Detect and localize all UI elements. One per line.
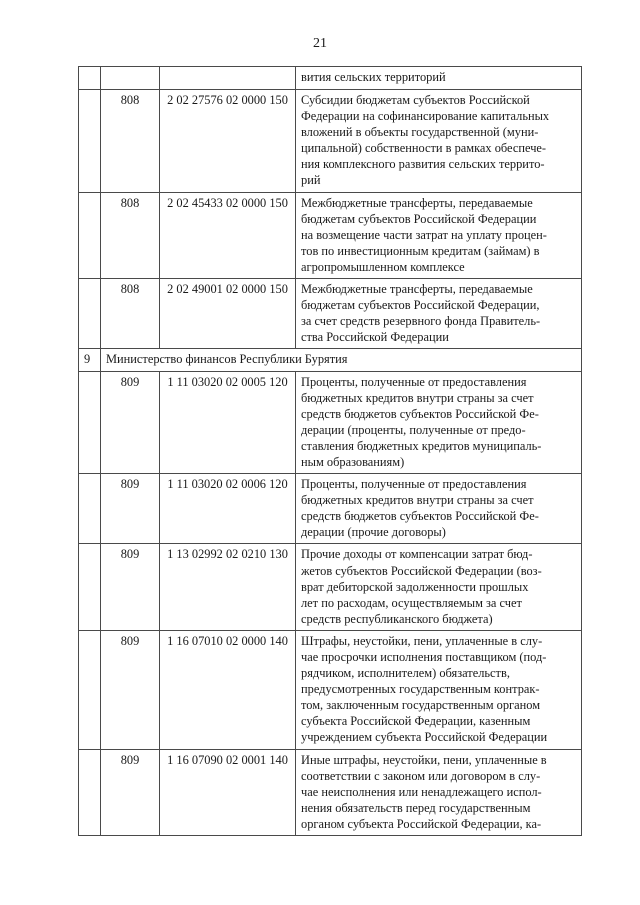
name-line: нения обязательств перед государственным (301, 800, 531, 815)
name-line: Штрафы, неустойки, пени, уплаченные в слу- (301, 633, 543, 648)
admin-code-cell: 809 (101, 630, 160, 749)
name-line: ципальной) собственности в рамках обеспече- (301, 141, 547, 156)
name-line: Проценты, полученные от предоставления (301, 374, 527, 389)
name-line: средств республиканского бюджета) (301, 611, 493, 626)
name-line: лет по расходам, осуществляемым за счет (301, 595, 522, 610)
name-line: средств бюджетов субъектов Российской Фе- (301, 406, 539, 421)
income-name-cell (296, 630, 582, 749)
income-code-cell: 1 16 07010 02 0000 140 (160, 630, 296, 749)
department-name: Министерство финансов Республики Бурятия (101, 349, 582, 371)
income-name-cell (296, 192, 582, 278)
admin-code-cell: 808 (101, 279, 160, 349)
name-line: жетов субъектов Российской Федерации (воз- (301, 563, 542, 578)
department-number: 9 (79, 349, 101, 371)
name-line: субъекта Российской Федерации, казенным (301, 714, 531, 729)
name-line: на возмещение части затрат на уплату процен- (301, 227, 547, 242)
name-line: тов по инвестиционным кредитам (займам) в (301, 243, 540, 258)
department-row (79, 349, 582, 371)
name-line: вложений в объекты государственной (муни- (301, 125, 539, 140)
name-line: средств бюджетов субъектов Российской Фе- (301, 509, 539, 524)
name-line: рядчиком, исполнителем) обязательств, (301, 666, 510, 681)
row-number-cell (79, 749, 101, 835)
name-line: том, заключенным государственным органом (301, 698, 541, 713)
name-line: органом субъекта Российской Федерации, ка- (301, 816, 542, 831)
row-number-cell (79, 192, 101, 278)
name-line: Межбюджетные трансферты, передаваемые (301, 195, 533, 210)
name-line: ставления бюджетных кредитов муниципаль- (301, 438, 542, 453)
name-line: врат дебиторской задолженности прошлых (301, 579, 529, 594)
table-row (79, 371, 582, 474)
name-line: Проценты, полученные от предоставления (301, 477, 527, 492)
name-line: предусмотренных государственным контрак- (301, 682, 540, 697)
name-line: ства Российской Федерации (301, 330, 449, 345)
income-name-cell (296, 90, 582, 193)
table-row (79, 749, 582, 835)
name-line: Субсидии бюджетам субъектов Российской (301, 93, 530, 107)
row-number-cell (79, 474, 101, 544)
income-name-cell (296, 474, 582, 544)
income-name-cell (296, 371, 582, 474)
income-name-cell (296, 544, 582, 630)
name-line: чае просрочки исполнения поставщиком (под- (301, 650, 547, 664)
row-number-cell (79, 544, 101, 630)
name-line: дерации (прочие договоры) (301, 525, 446, 540)
income-code-cell: 2 02 27576 02 0000 150 (160, 90, 296, 193)
name-line: чае неисполнения или ненадлежащего испол- (301, 784, 542, 799)
continuation-row (79, 67, 582, 90)
row-number-cell (79, 371, 101, 474)
table-row (79, 90, 582, 193)
table-row (79, 474, 582, 544)
name-line: агропромышленном комплексе (301, 259, 465, 274)
income-code-cell: 1 11 03020 02 0005 120 (160, 371, 296, 474)
table-row (79, 192, 582, 278)
name-line: за счет средств резервного фонда Правитель- (301, 314, 541, 329)
income-code-cell: 1 16 07090 02 0001 140 (160, 749, 296, 835)
admin-code-cell: 809 (101, 544, 160, 630)
name-line: бюджетам субъектов Российской Федерации, (301, 298, 540, 313)
income-code-cell: 1 11 03020 02 0006 120 (160, 474, 296, 544)
name-line: вития сельских территорий (301, 70, 446, 84)
income-code-cell (160, 67, 296, 90)
admin-code-cell: 808 (101, 192, 160, 278)
name-line: соответствии с законом или договором в слу- (301, 768, 541, 783)
table-row (79, 630, 582, 749)
admin-code-cell: 809 (101, 371, 160, 474)
name-line: ния комплексного развития сельских террито- (301, 157, 545, 172)
name-line: бюджетам субъектов Российской Федерации (301, 211, 537, 226)
name-line: Федерации на софинансирование капитальных (301, 109, 550, 124)
name-line: Прочие доходы от компенсации затрат бюд- (301, 547, 533, 562)
table-row (79, 279, 582, 349)
name-line: ным образованиям) (301, 454, 405, 469)
income-code-cell: 1 13 02992 02 0210 130 (160, 544, 296, 630)
row-number-cell (79, 67, 101, 90)
row-number-cell (79, 279, 101, 349)
name-line: бюджетных кредитов внутри страны за счет (301, 390, 534, 405)
name-line: дерации (проценты, полученные от предо- (301, 422, 526, 437)
revenue-table (78, 66, 582, 836)
admin-code-cell: 808 (101, 90, 160, 193)
income-name-cell (296, 67, 582, 90)
name-line: учреждением субъекта Российской Федерации (301, 730, 548, 745)
name-line: бюджетных кредитов внутри страны за счет (301, 493, 534, 508)
row-number-cell (79, 630, 101, 749)
income-name-cell (296, 749, 582, 835)
income-code-cell: 2 02 45433 02 0000 150 (160, 192, 296, 278)
table-row (79, 544, 582, 630)
name-line: Межбюджетные трансферты, передаваемые (301, 282, 533, 297)
income-code-cell: 2 02 49001 02 0000 150 (160, 279, 296, 349)
name-line: рий (301, 173, 321, 188)
page-number: 21 (313, 36, 327, 51)
row-number-cell (79, 90, 101, 193)
admin-code-cell: 809 (101, 474, 160, 544)
admin-code-cell (101, 67, 160, 90)
admin-code-cell: 809 (101, 749, 160, 835)
income-name-cell (296, 279, 582, 349)
name-line: Иные штрафы, неустойки, пени, уплаченные в (301, 752, 547, 767)
